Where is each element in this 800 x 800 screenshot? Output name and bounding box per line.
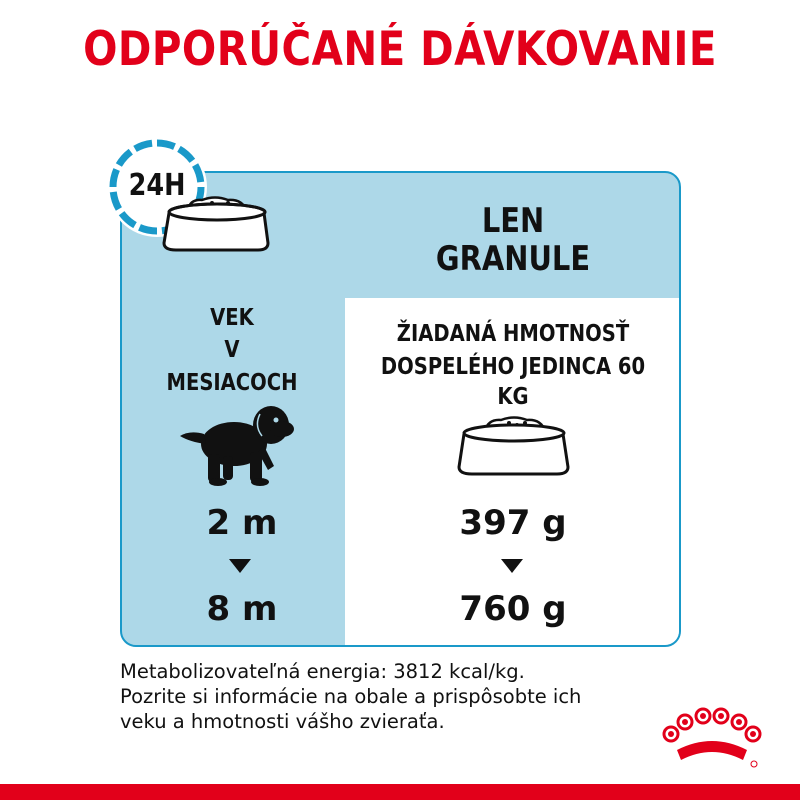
amount-to: 760 g [459, 589, 567, 629]
footnote [120, 659, 680, 734]
age-label-line3: MESIACOCH [166, 370, 298, 396]
age-from: 2 m [206, 503, 278, 543]
weight-label-line2: DOSPELÉHO JEDINCA 60 KG [380, 354, 646, 410]
arrow-down-icon [501, 559, 523, 573]
age-label-line2: V [224, 337, 240, 363]
food-bowl-icon [160, 195, 270, 255]
arrow-down-icon [229, 559, 251, 573]
page-title: ODPORÚČANÉ DÁVKOVANIE [83, 22, 717, 77]
badge-24h: 24H [128, 168, 186, 203]
age-to: 8 m [206, 589, 278, 629]
food-bowl-icon [455, 415, 573, 479]
brand-bar [0, 784, 800, 800]
food-type-line1: LEN [481, 201, 545, 241]
footnote-advice-1: Pozrite si informácie na obale a prispôsobte ich [120, 685, 582, 708]
puppy-icon [178, 400, 300, 486]
amount-from: 397 g [459, 503, 567, 543]
food-type-line2: GRANULE [435, 239, 591, 279]
age-label-line1: VEK [210, 305, 254, 331]
royal-crown-logo [655, 706, 765, 770]
footnote-advice-2: veku a hmotnosti vášho zvieraťa. [120, 710, 445, 733]
weight-label-line1: ŽIADANÁ HMOTNOSŤ [396, 321, 630, 347]
footnote-energy: Metabolizovateľná energia: 3812 kcal/kg. [120, 660, 525, 683]
